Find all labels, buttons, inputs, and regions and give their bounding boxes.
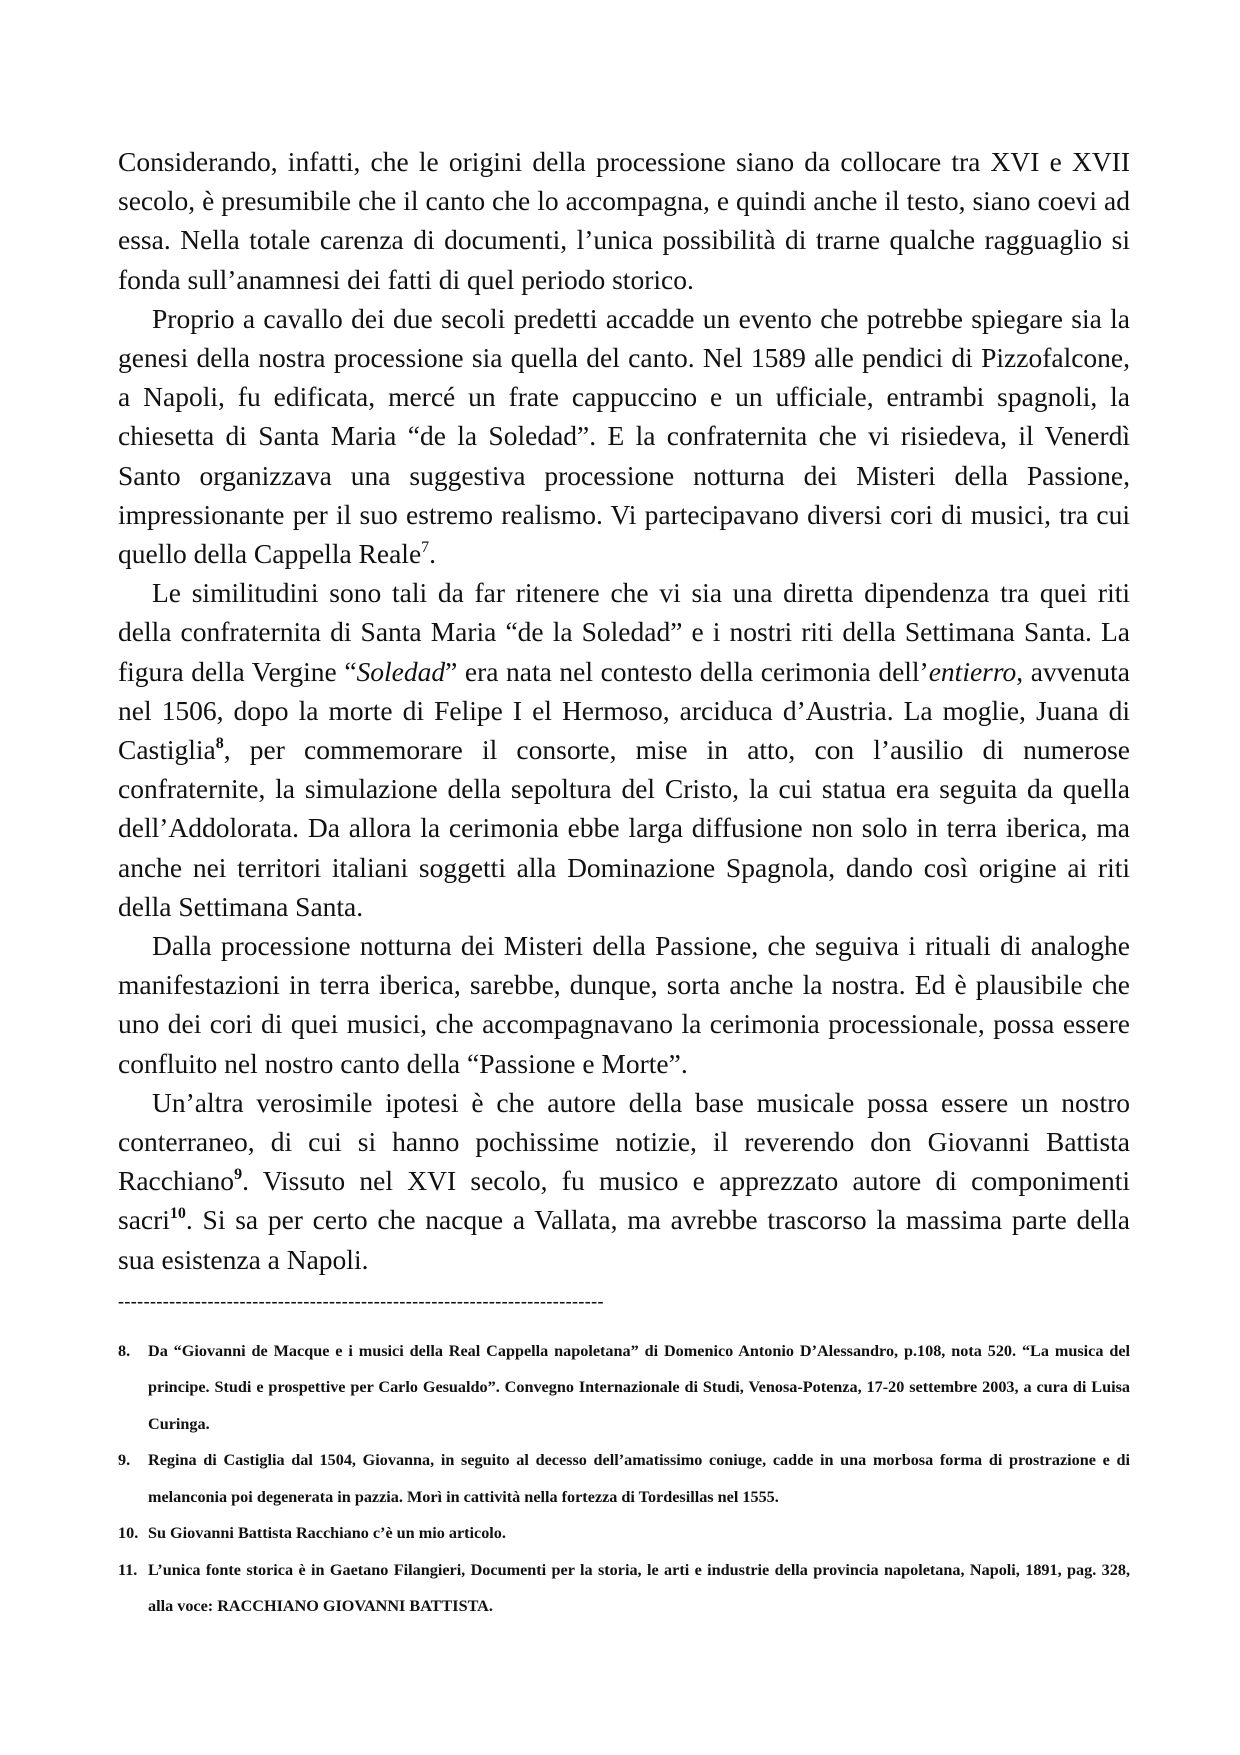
footnote-text: L’unica fonte storica è in Gaetano Filangieri, Documenti per la storia, le arti e industrie della provincia napoletana, Napoli, 1891, pag. 328, alla voce: RACCHIANO GIOVANNI BATTISTA. (148, 1560, 1130, 1616)
footnote-text: Regina di Castiglia dal 1504, Giovanna, in seguito al decesso dell’amatissimo coniuge, cadde in una morbosa forma di prostrazione e di melanconia poi degenerata in pazzia. Morì in cattività nella fortezza di Tordesillas nel 1555. (148, 1451, 1130, 1506)
paragraph (118, 142, 1130, 299)
footnote-separator: ---------------------------------------------------------------------------- (118, 1290, 604, 1311)
document-page (118, 142, 1130, 1625)
paragraph (118, 1083, 1130, 1279)
paragraph (118, 573, 1130, 926)
footnotes (118, 1333, 1130, 1625)
footnote-ref: 10 (169, 1205, 186, 1223)
text-run: Le similitudini sono tali da far ritenere che vi sia una diretta dipendenza tra quei riti della confraternita di Santa Maria “de la Soledad” e i nostri riti della Settimana Santa. La figura della Vergine “ (118, 577, 1130, 687)
text-run: Proprio a cavallo dei due secoli predetti accadde un evento che potrebbe spiegare sia la genesi della nostra processione sia quella del canto. Nel 1589 alle pendici di Pizzofalcone, a Napoli, fu edificata, mercé un frate cappuccino e un ufficiale, entrambi spagnoli, la chiesetta di Santa Maria “de la Soledad”. E la confraternita che vi risiedeva, il Venerdì Santo organizzava una suggestiva processione notturna dei Misteri della Passione, impressionante per il suo estremo realismo. Vi partecipavano diversi cori di musici, tra cui quello della Cappella Reale (118, 302, 1130, 570)
footnote-ref: 9 (234, 1166, 243, 1184)
paragraph (118, 299, 1130, 573)
footnote-ref: 8 (215, 735, 224, 753)
body-text (118, 142, 1130, 1279)
text-run: , avvenuta nel 1506, dopo la morte di Felipe I el Hermoso, arciduca d’Austria. La moglie, Juana di Castiglia (118, 655, 1130, 766)
text-run: Dalla processione notturna dei Misteri della Passione, che seguiva i rituali di analoghe manifestazioni in terra iberica, sarebbe, dunque, sorta anche la nostra. Ed è plausibile che uno dei cori di quei musici, che accompagnavano la cerimonia processionale, possa essere confluito nel nostro canto della “Passione e Morte”. (118, 930, 1130, 1079)
footnote (118, 1442, 1130, 1515)
paragraph (118, 926, 1130, 1083)
italic-term: entierro (928, 655, 1017, 687)
text-run: Un’altra verosimile ipotesi è che autore della base musicale possa essere un nostro conterraneo, di cui si hanno pochissime notizie, il reverendo don Giovanni Battista Racchiano (118, 1086, 1130, 1197)
footnote (118, 1333, 1130, 1443)
italic-term: Soledad (356, 655, 446, 687)
text-run: . Si sa per certo che nacque a Vallata, ma avrebbe trascorso la massima parte della sua esistenza a Napoli. (118, 1204, 1130, 1275)
footnote-ref: 7 (421, 539, 430, 557)
footnote-number: 9. (118, 1451, 131, 1470)
text-run: . (429, 538, 437, 570)
footnote (118, 1552, 1130, 1625)
footnote-number: 10. (118, 1524, 139, 1543)
footnote (118, 1515, 1130, 1552)
text-run: . Vissuto nel XVI secolo, fu musico e apprezzato autore di componimenti sacri (118, 1165, 1130, 1236)
text-run: Considerando, infatti, che le origini della processione siano da collocare tra XVI e XVII secolo, è presumibile che il canto che lo accompagna, e quindi anche il testo, siano coevi ad essa. Nella totale carenza di documenti, l’unica possibilità di trarne qualche ragguaglio si fonda sull’anamnesi dei fatti di quel periodo storico. (118, 146, 1130, 295)
text-run: ” era nata nel contesto della cerimonia dell’ (445, 655, 929, 687)
footnote-text: Su Giovanni Battista Racchiano c’è un mio articolo. (148, 1524, 506, 1543)
text-run: , per commemorare il consorte, mise in atto, con l’ausilio di numerose confraternite, la simulazione della sepoltura del Cristo, la cui statua era seguita da quella dell’Addolorata. Da allora la cerimonia ebbe larga diffusione non solo in terra iberica, ma anche nei territori italiani soggetti alla Dominazione Spagnola, dando così origine ai riti della Settimana Santa. (118, 734, 1130, 922)
footnote-number: 11. (118, 1560, 138, 1579)
footnote-number: 8. (118, 1341, 131, 1360)
footnote-text: Da “Giovanni de Macque e i musici della Real Cappella napoletana” di Domenico Antonio D’Alessandro, p.108, nota 520. “La musica del principe. Studi e prospettive per Carlo Gesualdo”. Convegno Internazionale di Studi, Venosa-Potenza, 17-20 settembre 2003, a cura di Luisa Curinga. (148, 1341, 1130, 1433)
